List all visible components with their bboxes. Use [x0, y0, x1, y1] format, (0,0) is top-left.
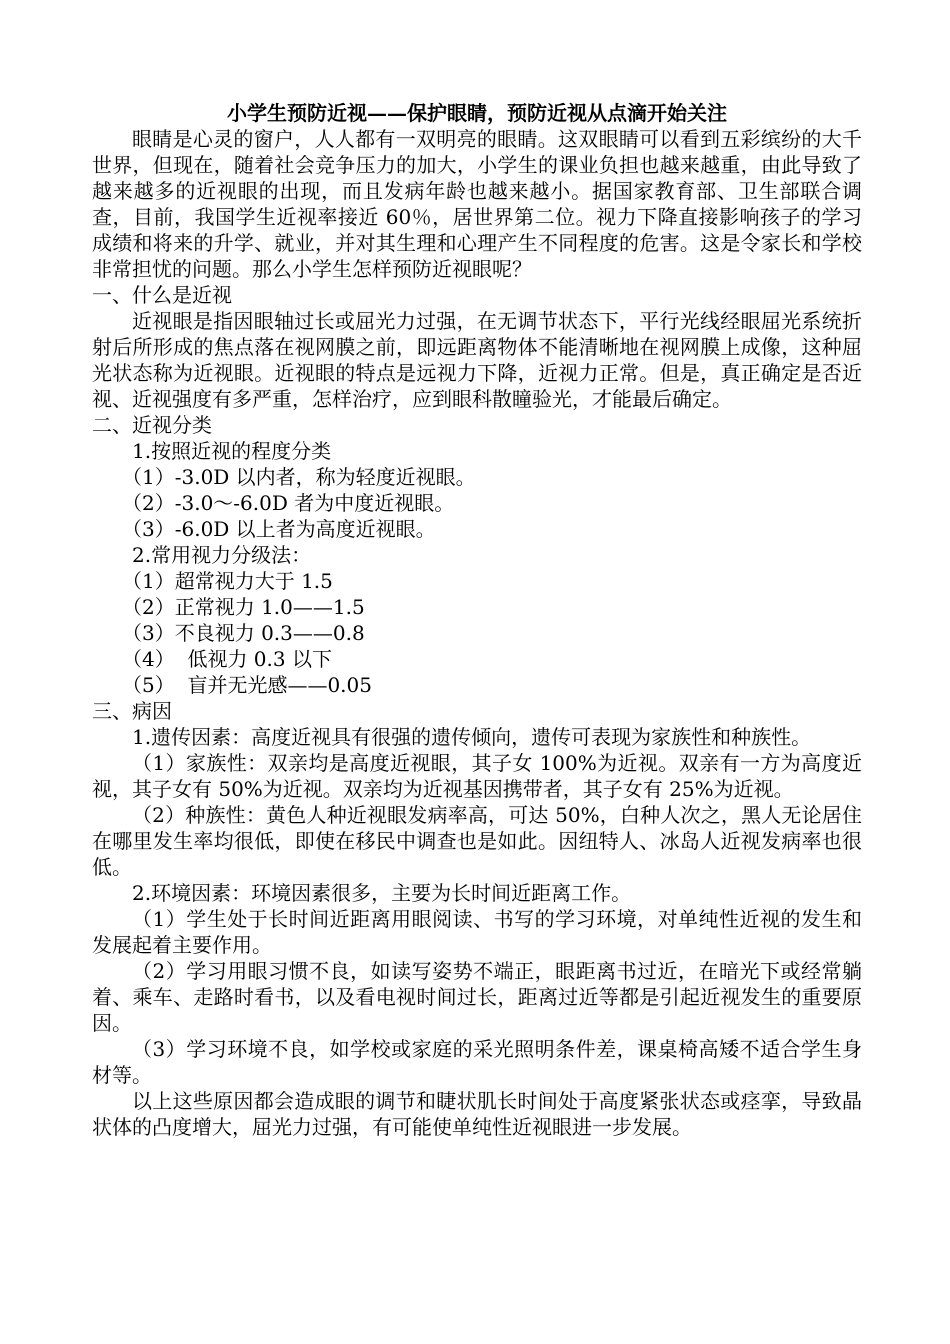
- vision-grade-item: （4） 低视力 0.3 以下: [122, 647, 332, 671]
- vision-grade-item: （1）超常视力大于 1.5: [122, 569, 333, 593]
- environment-item-paragraph: （2）学习用眼习惯不良，如读写姿势不端正，眼距离书过近，在暗光下或经常躺着、乘车、走路时看书，以及看电视时间过长，距离过近等都是引起近视发生的重要原因。: [92, 959, 862, 1035]
- vision-grade-item: （2）正常视力 1.0——1.5: [122, 595, 365, 619]
- race-factor-paragraph: （2）种族性：黄色人种近视眼发病率高，可达 50%，白种人次之，黑人无论居住在哪里发生率均很低，即使在移民中调查也是如此。因纽特人、冰岛人近视发病率也很低。: [92, 803, 862, 879]
- section1-heading: 一、什么是近视: [92, 283, 232, 307]
- section3-heading: 三、病因: [92, 699, 172, 723]
- family-factor-paragraph: （1）家族性：双亲均是高度近视眼，其子女 100%为近视。双亲有一方为高度近视，其子女有 50%为近视。双亲均为近视基因携带者，其子女有 25%为近视。: [92, 751, 862, 801]
- document-title: 小学生预防近视——保护眼睛，预防近视从点滴开始关注: [227, 101, 727, 125]
- severity-item: （3）-6.0D 以上者为高度近视眼。: [122, 517, 436, 541]
- genetic-factors-paragraph: 1.遗传因素：高度近视具有很强的遗传倾向，遗传可表现为家族性和种族性。: [132, 725, 812, 749]
- section2-sub1: 1.按照近视的程度分类: [132, 439, 332, 463]
- intro-paragraph: 眼睛是心灵的窗户，人人都有一双明亮的眼睛。这双眼睛可以看到五彩缤纷的大千世界，但现在，随着社会竞争压力的加大，小学生的课业负担也越来越重，由此导致了越来越多的近视眼的出现，而且发病年龄也越来越小。据国家教育部、卫生部联合调查，目前，我国学生近视率接近 60％，居世界第二位。视力下降直接影响孩子的学习成绩和将来的升学、就业，并对其生理和心理产生不同程度的危害。这是令家长和学校非常担忧的问题。那么小学生怎样预防近视眼呢？: [92, 127, 862, 281]
- conclusion-paragraph: 以上这些原因都会造成眼的调节和睫状肌长时间处于高度紧张状态或痉挛，导致晶状体的凸度增大，屈光力过强，有可能使单纯性近视眼进一步发展。: [92, 1089, 862, 1139]
- environment-item-paragraph: （1）学生处于长时间近距离用眼阅读、书写的学习环境，对单纯性近视的发生和发展起着主要作用。: [92, 907, 862, 957]
- section2-heading: 二、近视分类: [92, 413, 212, 437]
- section1-body: 近视眼是指因眼轴过长或屈光力过强，在无调节状态下，平行光线经眼屈光系统折射后所形成的焦点落在视网膜之前，即远距离物体不能清晰地在视网膜上成像，这种屈光状态称为近视眼。近视眼的特点是远视力下降，近视力正常。但是，真正确定是否近视、近视强度有多严重，怎样治疗，应到眼科散瞳验光，才能最后确定。: [92, 309, 862, 411]
- document-page: [92, 100, 862, 1140]
- vision-grade-item: （3）不良视力 0.3——0.8: [122, 621, 365, 645]
- section2-sub2: 2.常用视力分级法：: [132, 543, 312, 567]
- environment-item-paragraph: （3）学习环境不良，如学校或家庭的采光照明条件差，课桌椅高矮不适合学生身材等。: [92, 1037, 862, 1087]
- environment-factors-paragraph: 2.环境因素：环境因素很多，主要为长时间近距离工作。: [132, 881, 632, 905]
- severity-item: （2）-3.0～-6.0D 者为中度近视眼。: [122, 491, 455, 515]
- vision-grade-item: （5） 盲并无光感——0.05: [122, 673, 372, 697]
- severity-item: （1）-3.0D 以内者，称为轻度近视眼。: [122, 465, 476, 489]
